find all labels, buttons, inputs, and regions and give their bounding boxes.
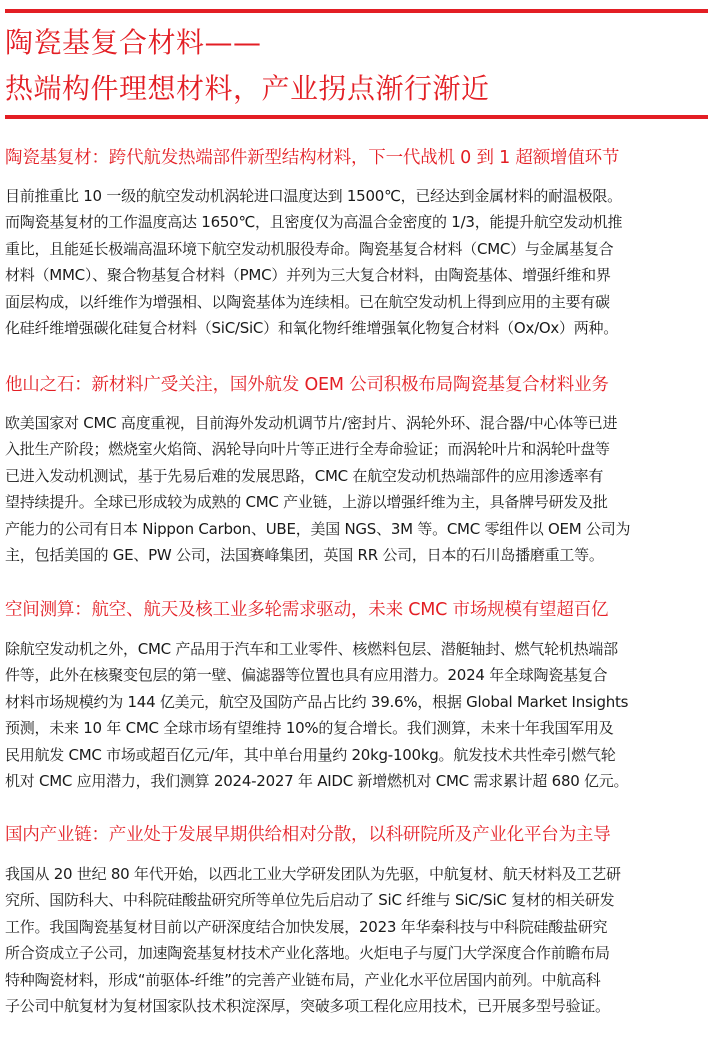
paragraph-line: 望持续提升。全球已形成较为成熟的 CMC 产业链，上游以增强纤维为主，具备牌号研发及批 (5, 493, 608, 512)
section-heading-cmc-overview: 陶瓷基复材：跨代航发热端部件新型结构材料，下一代战机 0 到 1 超额增值环节 (5, 148, 620, 168)
paragraph-line: 欧美国家对 CMC 高度重视，目前海外发动机调节片/密封片、涡轮外环、混合器/中心体等已进 (5, 414, 618, 432)
page-title-line-1: 陶瓷基复合材料—— (5, 26, 262, 59)
paragraph-line: 特种陶瓷材料，形成“前驱体-纤维”的完善产业链布局，产业化水平位居国内前列。中航高科 (5, 970, 601, 989)
paragraph-line: 我国从 20 世纪 80 年代开始，以西北工业大学研发团队为先驱，中航复材、航天材料及工艺研 (5, 865, 621, 883)
section-paragraph-cmc-overview (5, 183, 710, 341)
section-heading-market-size: 空间测算：航空、航天及核工业多轮需求驱动，未来 CMC 市场规模有望超百亿 (5, 600, 609, 620)
paragraph-line: 子公司中航复材为复材国家队技术积淀深厚，突破多项工程化应用技术，已开展多型号验证。 (5, 997, 610, 1016)
paragraph-line: 所合资成立子公司，加速陶瓷基复材技术产业化落地。火炬电子与厦门大学深度合作前瞻布局 (5, 944, 610, 963)
paragraph-line: 除航空发动机之外，CMC 产品用于汽车和工业零件、核燃料包层、潜艇轴封、燃气轮机热端部 (5, 640, 618, 658)
paragraph-line: 材料（MMC）、聚合物基复合材料（PMC）并列为三大复合材料，由陶瓷基体、增强纤维和界 (5, 266, 611, 285)
section-paragraph-market-size (5, 636, 710, 794)
top-rule (5, 9, 708, 13)
page-title-line-2: 热端构件理想材料，产业拐点渐行渐近 (5, 72, 490, 105)
paragraph-line: 究所、国防科大、中科院硅酸盐研究所等单位先后启动了 SiC 纤维与 SiC/SiC 复材的相关研发 (5, 891, 615, 910)
paragraph-line: 预测，未来 10 年 CMC 全球市场有望维持 10%的复合增长。我们测算，未来十年我国军用及 (5, 719, 614, 738)
paragraph-line: 材料市场规模约为 144 亿美元，航空及国防产品占比约 39.6%，根据 Global Market Insights (5, 692, 629, 711)
paragraph-line: 机对 CMC 应用潜力，我们测算 2024-2027 年 AIDC 新增燃机对 CMC 需求累计超 680 亿元。 (5, 772, 629, 791)
paragraph-line: 主，包括美国的 GE、PW 公司，法国赛峰集团，英国 RR 公司，日本的石川岛播磨重工等。 (5, 546, 604, 565)
paragraph-line: 工作。我国陶瓷基复材目前以产研深度结合加快发展，2023 年华秦科技与中科院硅酸盐研究 (5, 917, 608, 936)
bottom-rule (5, 115, 708, 119)
section-paragraph-domestic-chain (5, 861, 710, 1019)
paragraph-line: 面层构成，以纤维作为增强相、以陶瓷基体为连续相。已在航空发动机上得到应用的主要有碳 (5, 292, 610, 311)
paragraph-line: 化硅纤维增强碳化硅复合材料（SiC/SiC）和氧化物纤维增强氧化物复合材料（Ox/Ox）两种。 (5, 319, 619, 338)
paragraph-line: 入批生产阶段；燃烧室火焰筒、涡轮导向叶片等正进行全寿命验证；而涡轮叶片和涡轮叶盘等 (5, 440, 610, 459)
section-paragraph-overseas (5, 410, 710, 568)
section-heading-overseas: 他山之石：新材料广受关注，国外航发 OEM 公司积极布局陶瓷基复合材料业务 (5, 375, 609, 395)
paragraph-line: 而陶瓷基复材的工作温度高达 1650℃，且密度仅为高温合金密度的 1/3，能提升航空发动机推 (5, 213, 623, 232)
paragraph-line: 已进入发动机测试，基于先易后难的发展思路，CMC 在航空发动机热端部件的应用渗透率有 (5, 466, 604, 485)
paragraph-line: 件等，此外在核聚变包层的第一壁、偏滤器等位置也具有应用潜力。2024 年全球陶瓷基复合 (5, 666, 608, 685)
section-heading-domestic-chain: 国内产业链：产业处于发展早期供给相对分散，以科研院所及产业化平台为主导 (5, 825, 611, 845)
paragraph-line: 产能力的公司有日本 Nippon Carbon、UBE，美国 NGS、3M 等。CMC 零组件以 OEM 公司为 (5, 519, 631, 538)
paragraph-line: 重比，且能延长极端高温环境下航空发动机服役寿命。陶瓷基复合材料（CMC）与金属基复合 (5, 239, 614, 258)
paragraph-line: 目前推重比 10 一级的航空发动机涡轮进口温度达到 1500℃，已经达到金属材料的耐温极限。 (5, 187, 622, 205)
paragraph-line: 民用航发 CMC 市场或超百亿元/年，其中单台用量约 20kg-100kg。航发技术共性牵引燃气轮 (5, 745, 616, 764)
